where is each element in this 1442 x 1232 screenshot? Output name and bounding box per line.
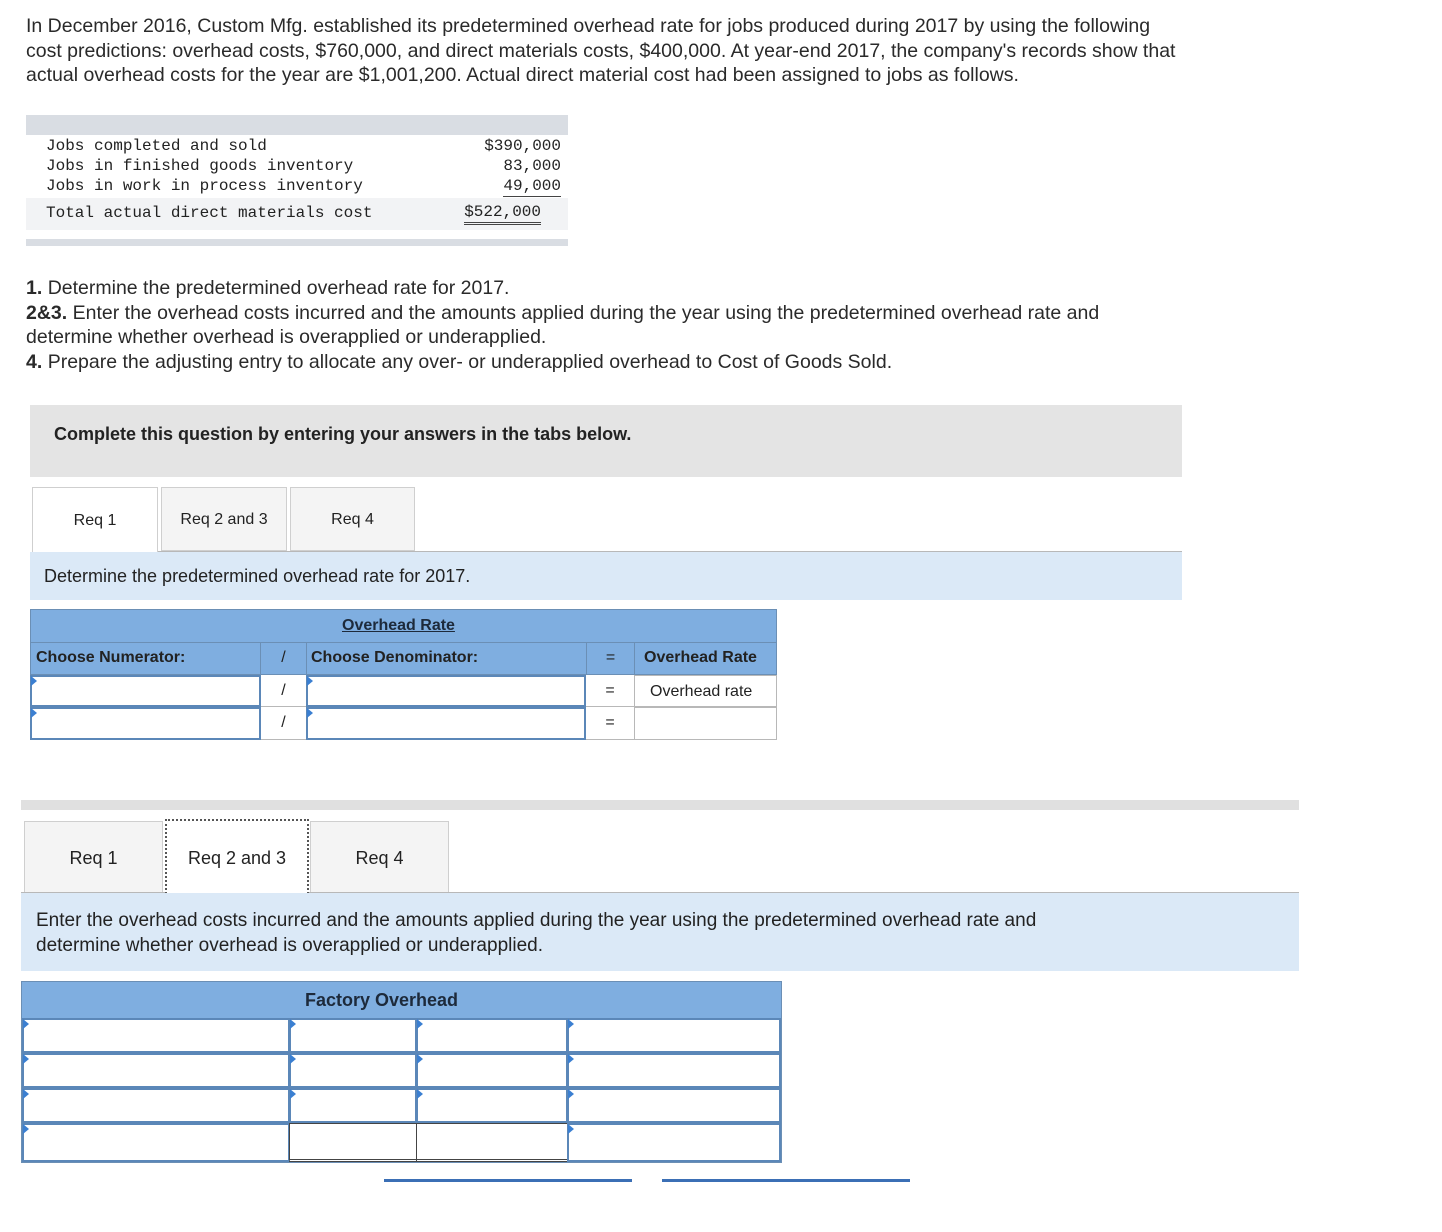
row-amount: 83,000: [503, 157, 561, 175]
table-bottom-bar: [26, 239, 568, 246]
requirement-1: 1. Determine the predetermined overhead rate for 2017.: [26, 277, 510, 299]
section-divider: [21, 800, 1299, 810]
table-row: [46, 157, 561, 177]
total-row: [26, 198, 568, 230]
total-label: Total actual direct materials cost: [46, 204, 373, 222]
intro-line-2: cost predictions: overhead costs, $760,000, and direct materials costs, $400,000. At year-end 2017, the company's records show that: [26, 39, 1176, 62]
t-account-balance-row: [22, 1123, 781, 1157]
t-account-row: [22, 1053, 781, 1087]
equals-cell: =: [586, 675, 634, 707]
complete-prompt: Complete this question by entering your answers in the tabs below.: [54, 424, 632, 444]
debit-amount-input-1[interactable]: [289, 1018, 417, 1053]
instruction-banner: [21, 893, 1299, 971]
slash-cell: /: [261, 675, 306, 707]
debit-label-field[interactable]: [24, 1055, 288, 1086]
problem-intro: [26, 14, 1316, 88]
numerator-input-1[interactable]: [30, 675, 261, 707]
row-label: Jobs in work in process inventory: [46, 177, 363, 195]
debit-amount-field[interactable]: [291, 1020, 415, 1051]
complete-prompt-box: [30, 405, 1182, 477]
t-account-row: [22, 1088, 781, 1122]
factory-overhead-account: [21, 981, 782, 1163]
instruction-text: Enter the overhead costs incurred and the amounts applied during the year using the predetermined overhead rate and determine whether overhead is overapplied or underapplied.: [36, 910, 1037, 956]
debit-amount-input-2[interactable]: [289, 1053, 417, 1088]
row-amount: 49,000: [503, 177, 561, 195]
credit-label-field[interactable]: [569, 1125, 779, 1160]
credit-amount-input-1[interactable]: [416, 1018, 568, 1053]
credit-amount-field[interactable]: [418, 1090, 566, 1121]
result-cell-1: Overhead rate: [634, 675, 777, 707]
tab-req-2-and-3[interactable]: Req 2 and 3: [161, 487, 287, 551]
intro-line-1: In December 2016, Custom Mfg. established its predetermined overhead rate for jobs produced during 2017 by using the following: [26, 15, 1151, 37]
credit-label-input-3[interactable]: [567, 1088, 781, 1123]
credit-label-field[interactable]: [569, 1090, 779, 1121]
debit-label-input-1[interactable]: [22, 1018, 290, 1053]
credit-amount-input-2[interactable]: [416, 1053, 568, 1088]
credit-amount-field[interactable]: [418, 1020, 566, 1051]
direct-materials-table: [26, 115, 568, 246]
requirements-list: [26, 276, 1316, 374]
result-header: Overhead Rate: [634, 642, 777, 675]
tab-req-2-and-3[interactable]: Req 2 and 3: [165, 819, 309, 894]
t-account-row: [22, 1018, 781, 1052]
credit-label-input-1[interactable]: [567, 1018, 781, 1053]
credit-amount-field[interactable]: [417, 1124, 567, 1159]
credit-balance-label-input[interactable]: [567, 1123, 781, 1162]
credit-amount-field[interactable]: [418, 1055, 566, 1086]
slash-header: /: [260, 642, 307, 675]
numerator-header: Choose Numerator:: [30, 642, 261, 675]
debit-label-field[interactable]: [24, 1020, 288, 1051]
tab-req-1[interactable]: Req 1: [32, 487, 158, 552]
table-row: [46, 137, 561, 157]
intro-line-3: actual overhead costs for the year are $1,001,200. Actual direct material cost had been assigned to jobs as follows.: [26, 64, 1019, 86]
credit-label-field[interactable]: [569, 1020, 779, 1051]
equals-header: =: [586, 642, 635, 675]
overhead-rate-table: [30, 609, 777, 740]
debit-amount-field[interactable]: [291, 1090, 415, 1121]
tab-req-4[interactable]: Req 4: [310, 821, 449, 893]
credit-label-field[interactable]: [569, 1055, 779, 1086]
denominator-field-1[interactable]: [308, 677, 584, 705]
tab-req-4[interactable]: Req 4: [290, 487, 415, 551]
table-title: Overhead Rate: [342, 617, 455, 634]
requirement-2-3: 2&3. Enter the overhead costs incurred and the amounts applied during the year using the predetermined overhead rate and: [26, 301, 1100, 324]
debit-label-field[interactable]: [24, 1125, 288, 1160]
instruction-banner: [30, 552, 1182, 600]
numerator-input-2[interactable]: [30, 707, 261, 740]
result-cell-2[interactable]: [634, 707, 777, 740]
numerator-field-1[interactable]: [32, 677, 259, 705]
requirement-4: 4. Prepare the adjusting entry to allocate any over- or underapplied overhead to Cost of Goods Sold.: [26, 350, 893, 373]
slash-cell: /: [261, 707, 306, 740]
numerator-field-2[interactable]: [32, 709, 259, 738]
row-amount: $390,000: [484, 137, 561, 155]
denominator-input-1[interactable]: [306, 675, 586, 707]
table-title-row: [30, 609, 777, 643]
account-title-row: [22, 982, 781, 1018]
debit-amount-field[interactable]: [291, 1055, 415, 1086]
result-field-2[interactable]: [635, 708, 776, 739]
debit-amount-field[interactable]: [290, 1124, 416, 1159]
debit-amount-input-3[interactable]: [289, 1088, 417, 1123]
denominator-header: Choose Denominator:: [306, 642, 587, 675]
total-amount: $522,000: [464, 203, 541, 225]
tab-req-1[interactable]: Req 1: [24, 821, 163, 893]
debit-label-input-2[interactable]: [22, 1053, 290, 1088]
credit-balance-cell[interactable]: [416, 1123, 568, 1162]
requirement-2-3-cont: determine whether overhead is overapplied or underapplied.: [26, 326, 547, 348]
table-top-bar: [26, 115, 568, 135]
debit-balance-cell[interactable]: [289, 1123, 417, 1162]
debit-balance-label-input[interactable]: [22, 1123, 290, 1162]
debit-label-field[interactable]: [24, 1090, 288, 1121]
debit-label-input-3[interactable]: [22, 1088, 290, 1123]
instruction-text: Determine the predetermined overhead rate for 2017.: [44, 566, 471, 586]
credit-amount-input-3[interactable]: [416, 1088, 568, 1123]
denominator-field-2[interactable]: [308, 709, 584, 738]
account-title: Factory Overhead: [304, 990, 459, 1010]
prev-button-edge[interactable]: [384, 1179, 632, 1182]
row-label: Jobs in finished goods inventory: [46, 157, 354, 175]
credit-label-input-2[interactable]: [567, 1053, 781, 1088]
table-row: [46, 177, 561, 197]
row-label: Jobs completed and sold: [46, 137, 267, 155]
equals-cell: =: [586, 707, 634, 740]
denominator-input-2[interactable]: [306, 707, 586, 740]
next-button-edge[interactable]: [662, 1179, 910, 1182]
